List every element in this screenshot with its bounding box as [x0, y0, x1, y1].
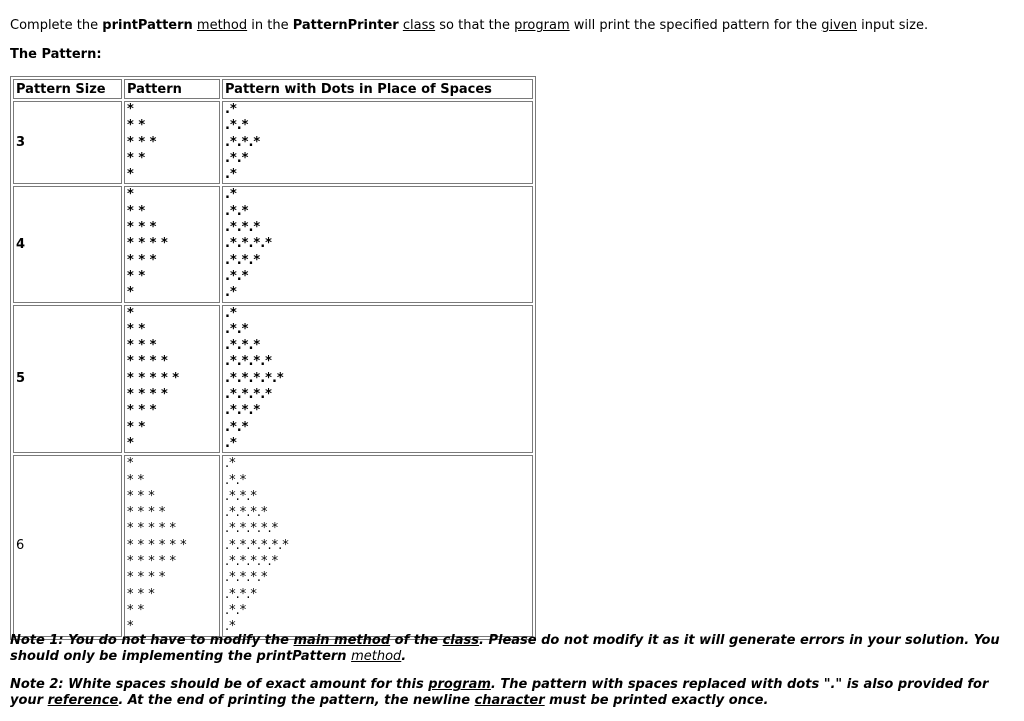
- pattern-line: * * *: [127, 220, 157, 236]
- pattern-line: * * * * * *: [127, 537, 187, 553]
- pattern-line: .*.*.*: [225, 220, 261, 236]
- pattern-line: .*.*.*.*: [225, 354, 272, 370]
- pattern-line: .*.*: [225, 150, 249, 166]
- pattern-line: * * *: [127, 586, 155, 602]
- pattern-line: * * * * *: [127, 370, 180, 386]
- pattern-line: *: [127, 285, 134, 301]
- given-link[interactable]: given: [821, 18, 858, 33]
- class-link[interactable]: class: [442, 633, 479, 648]
- pattern-line: .*.*.*.*: [225, 387, 272, 403]
- pattern-line: .*.*.*: [225, 488, 257, 504]
- pattern-line: .*.*.*: [225, 403, 261, 419]
- pattern-table: [10, 76, 536, 640]
- pattern-line: .*.*: [225, 268, 249, 284]
- pattern-line: * * *: [127, 252, 157, 268]
- pattern-line: * * *: [127, 403, 157, 419]
- table-header-row: [13, 79, 533, 99]
- table-row: [13, 305, 533, 454]
- table-row: [13, 455, 533, 636]
- pattern-line: * * * *: [127, 505, 166, 521]
- reference-link[interactable]: reference: [47, 693, 119, 708]
- pattern-line: * *: [127, 203, 146, 219]
- pattern-line: * * * *: [127, 236, 168, 252]
- column-header: Pattern Size: [13, 79, 122, 99]
- pattern-line: .*.*: [225, 321, 249, 337]
- pattern-line: .*.*.*.*: [225, 236, 272, 252]
- pattern-line: * * *: [127, 488, 155, 504]
- column-header: Pattern: [124, 79, 220, 99]
- pattern-line: * *: [127, 268, 146, 284]
- program-link[interactable]: program: [428, 677, 491, 692]
- pattern-line: * *: [127, 321, 146, 337]
- dots-pattern-cell: [222, 186, 533, 302]
- pattern-cell: [124, 455, 220, 636]
- program-link[interactable]: program: [514, 18, 570, 33]
- pattern-cell: [124, 101, 220, 184]
- dots-pattern-cell: [222, 305, 533, 454]
- pattern-line: .*.*.*.*.*.*: [225, 537, 289, 553]
- character-link[interactable]: character: [474, 693, 545, 708]
- pattern-line: *: [127, 187, 134, 203]
- pattern-line: *: [127, 167, 134, 183]
- pattern-line: .*.*.*.*.*: [225, 554, 279, 570]
- pattern-line: .*.*.*: [225, 586, 257, 602]
- main-method-link[interactable]: main method: [293, 633, 391, 648]
- pattern-line: .*: [225, 305, 237, 321]
- pattern-line: * * *: [127, 338, 157, 354]
- method-link[interactable]: method: [196, 18, 248, 33]
- pattern-size-cell: 5: [13, 305, 122, 454]
- section-heading: The Pattern:: [10, 47, 102, 62]
- pattern-line: * * * *: [127, 570, 166, 586]
- table-row: [13, 101, 533, 184]
- pattern-line: .*: [225, 619, 236, 635]
- pattern-line: .*.*: [225, 118, 249, 134]
- pattern-line: *: [127, 305, 134, 321]
- pattern-size-cell: 6: [13, 455, 122, 636]
- pattern-line: .*.*.*.*: [225, 505, 268, 521]
- pattern-line: .*.*: [225, 472, 247, 488]
- pattern-size-cell: 4: [13, 186, 122, 302]
- pattern-line: *: [127, 619, 134, 635]
- pattern-line: * * * * *: [127, 554, 177, 570]
- pattern-line: * * *: [127, 134, 157, 150]
- pattern-line: .*.*: [225, 203, 249, 219]
- pattern-line: * * * *: [127, 354, 168, 370]
- pattern-line: .*.*.*.*.*: [225, 370, 284, 386]
- pattern-line: .*: [225, 187, 237, 203]
- pattern-line: *: [127, 456, 134, 472]
- dots-pattern-cell: [222, 101, 533, 184]
- pattern-line: * * * * *: [127, 521, 177, 537]
- pattern-line: .*.*: [225, 602, 247, 618]
- method-name: printPattern: [102, 18, 193, 33]
- pattern-line: * *: [127, 472, 145, 488]
- pattern-line: .*.*.*: [225, 134, 261, 150]
- pattern-line: * *: [127, 118, 146, 134]
- column-header: Pattern with Dots in Place of Spaces: [222, 79, 533, 99]
- instructions-text: Complete the printPattern method in the PatternPrinter class so that the program will print the specified pattern for the given input size.: [10, 18, 929, 33]
- pattern-line: * *: [127, 602, 145, 618]
- pattern-line: * *: [127, 150, 146, 166]
- class-name: PatternPrinter: [292, 18, 399, 33]
- pattern-line: *: [127, 102, 134, 117]
- pattern-cell: [124, 305, 220, 454]
- class-link[interactable]: class: [402, 18, 436, 33]
- note-2: Note 2: White spaces should be of exact amount for this program. The pattern with spaces replaced with dots "." is also provided for your reference. At the end of printing the pattern, the newline character must be printed exactly once.: [10, 677, 989, 708]
- pattern-line: .*: [225, 435, 237, 451]
- note-1: Note 1: You do not have to modify the main method of the class. Please do not modify it as it will generate errors in your solution. You should only be implementing the printPattern method.: [10, 633, 1000, 664]
- method-link[interactable]: method: [351, 649, 402, 664]
- table-row: [13, 186, 533, 302]
- pattern-line: .*: [225, 285, 237, 301]
- pattern-line: .*.*.*: [225, 338, 261, 354]
- pattern-size-cell: 3: [13, 101, 122, 184]
- pattern-line: * *: [127, 419, 146, 435]
- pattern-line: .*: [225, 102, 237, 117]
- pattern-line: .*: [225, 456, 236, 472]
- pattern-line: .*: [225, 167, 237, 183]
- pattern-line: .*.*.*.*: [225, 570, 268, 586]
- pattern-line: .*.*.*.*.*: [225, 521, 279, 537]
- pattern-line: .*.*: [225, 419, 249, 435]
- dots-pattern-cell: [222, 455, 533, 636]
- pattern-line: .*.*.*: [225, 252, 261, 268]
- pattern-line: * * * *: [127, 387, 168, 403]
- pattern-line: *: [127, 435, 134, 451]
- pattern-cell: [124, 186, 220, 302]
